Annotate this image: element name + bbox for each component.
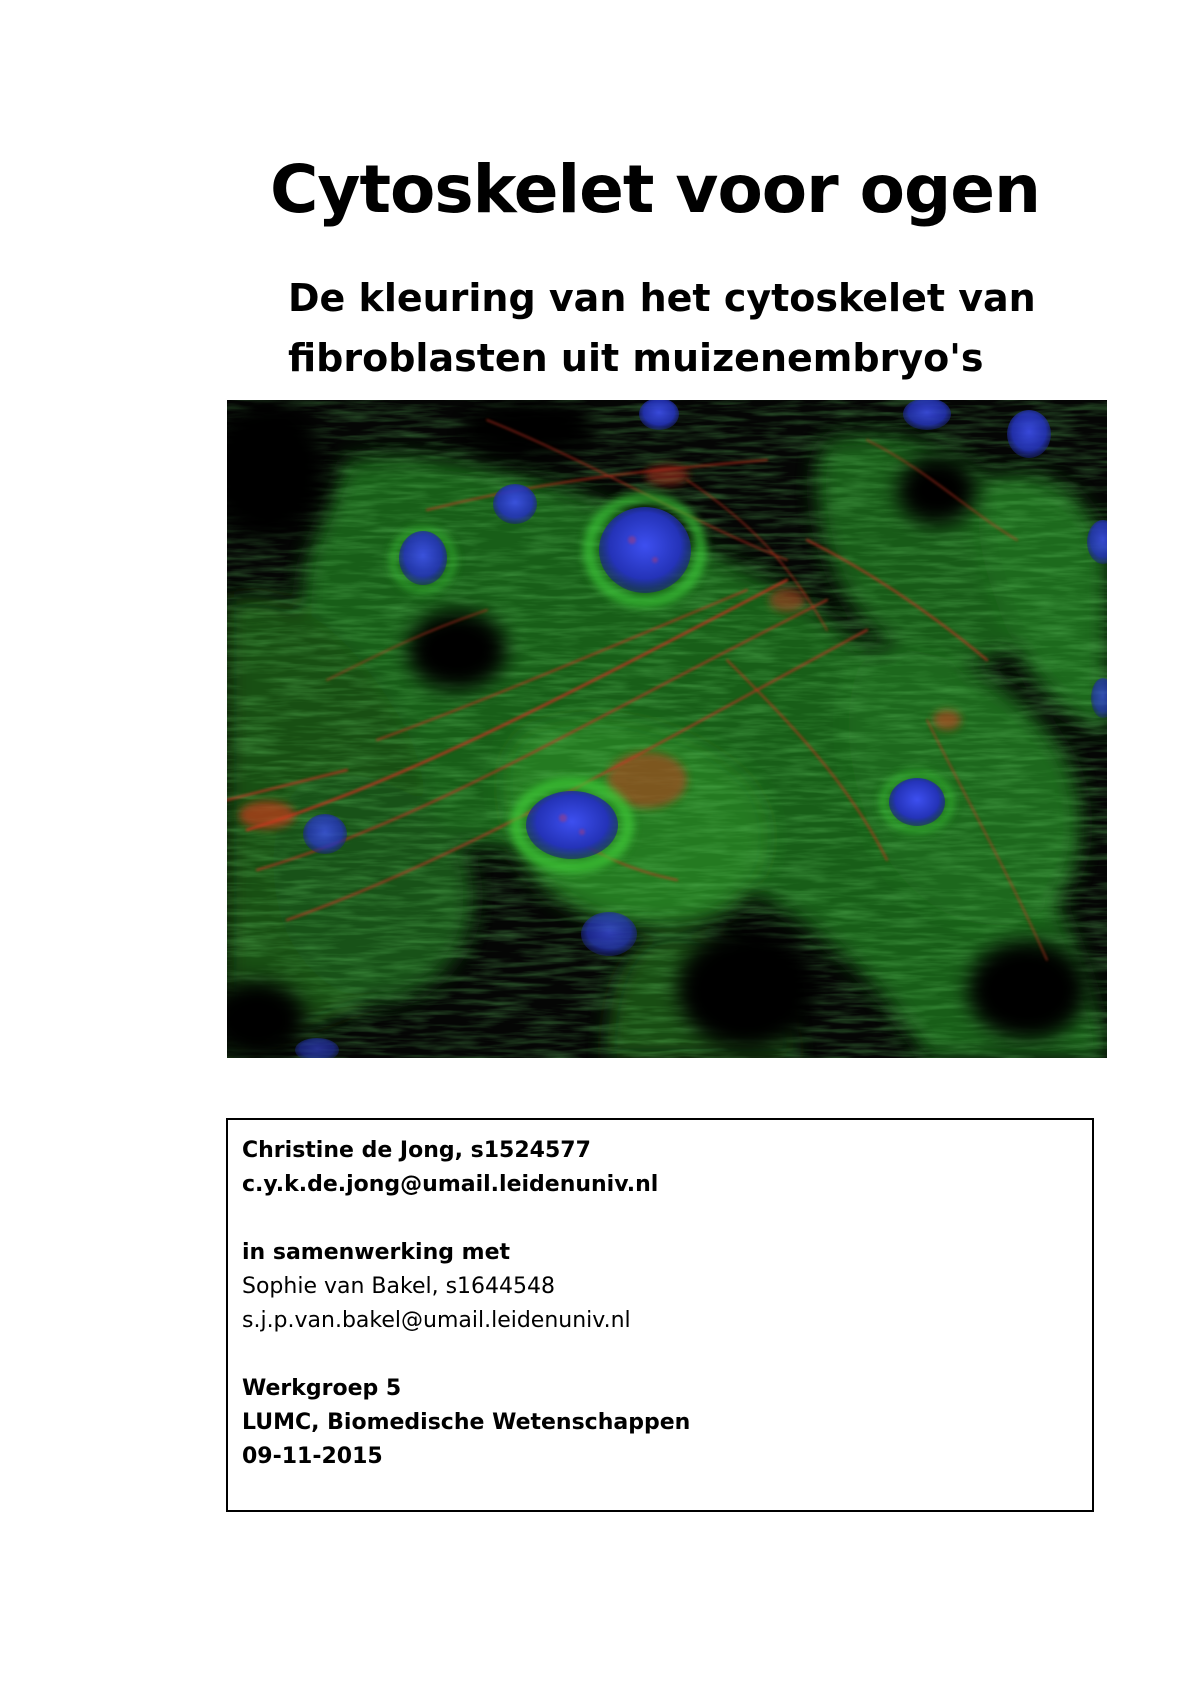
author-info-box bbox=[226, 1118, 1094, 1512]
institute: LUMC, Biomedische Wetenschappen bbox=[242, 1410, 691, 1435]
workgroup: Werkgroep 5 bbox=[242, 1376, 402, 1401]
document-date: 09-11-2015 bbox=[242, 1444, 383, 1469]
collaborator-email[interactable]: s.j.p.van.bakel@umail.leidenuniv.nl bbox=[242, 1308, 631, 1333]
spacer bbox=[242, 1338, 1078, 1372]
collaboration-label: in samenwerking met bbox=[242, 1240, 511, 1265]
spacer bbox=[242, 1202, 1078, 1236]
collaborator-name: Sophie van Bakel, s1644548 bbox=[242, 1274, 556, 1299]
subtitle-line-2: fibroblasten uit muizenembryo's bbox=[288, 336, 984, 380]
micrograph-image bbox=[227, 400, 1107, 1058]
subtitle-line-1: De kleuring van het cytoskelet van bbox=[288, 276, 1036, 320]
fluorescence-micrograph bbox=[227, 400, 1107, 1058]
author-email[interactable]: c.y.k.de.jong@umail.leidenuniv.nl bbox=[242, 1172, 659, 1197]
document-title: Cytoskelet voor ogen bbox=[269, 151, 1040, 228]
author-name: Christine de Jong, s1524577 bbox=[242, 1138, 591, 1163]
document-subtitle bbox=[288, 268, 1148, 388]
